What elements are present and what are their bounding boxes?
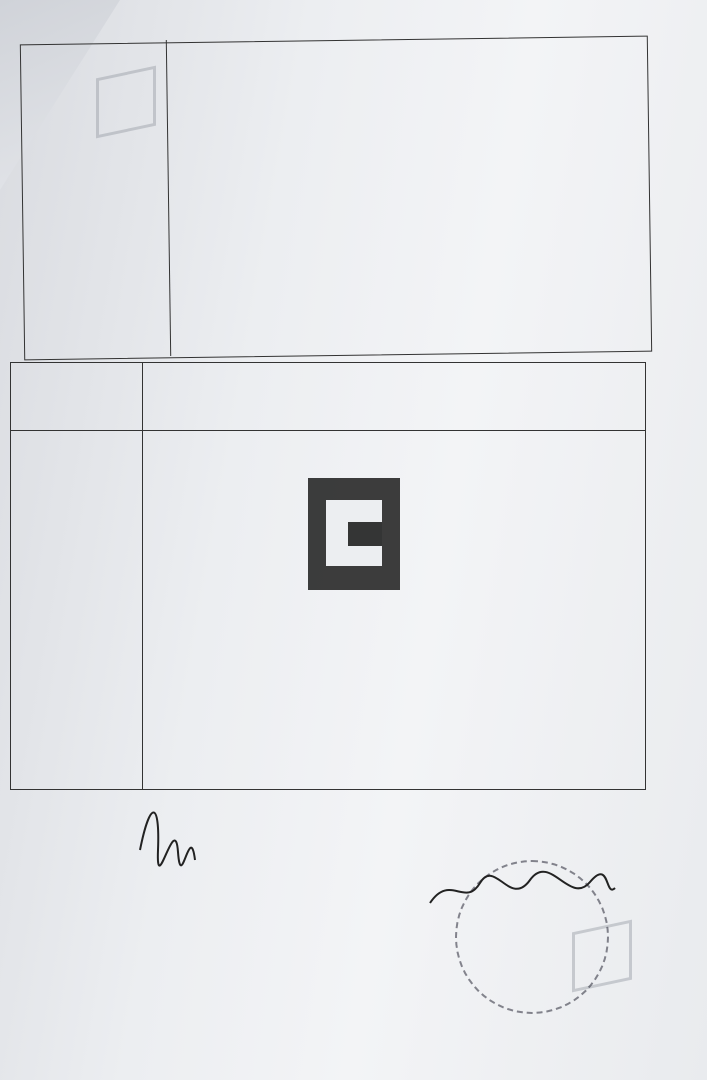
watermark-logo-icon — [96, 66, 156, 139]
handwritten-signature-left — [120, 790, 210, 880]
handwritten-signature-right — [420, 868, 620, 918]
brand-logo-icon — [308, 478, 400, 590]
